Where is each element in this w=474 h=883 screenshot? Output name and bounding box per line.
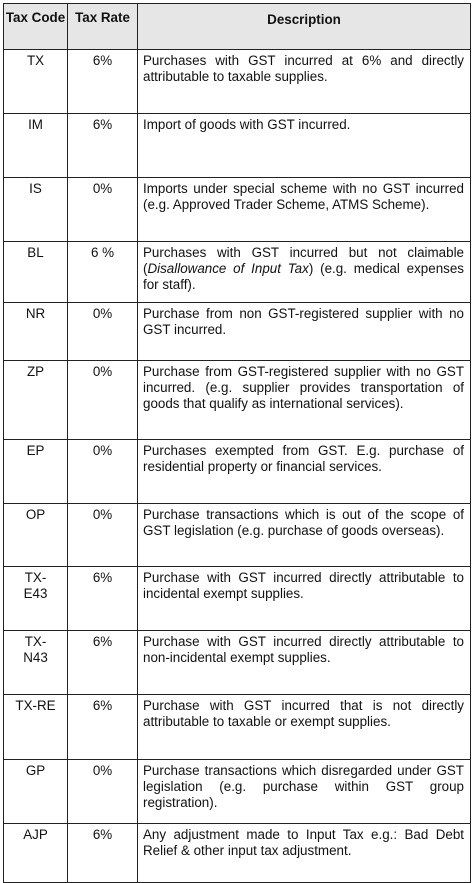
table-row — [4, 303, 471, 361]
description-cell: Purchases exempted from GST. E.g. purchase of residential property or financial services. — [138, 440, 471, 504]
tax-code-cell: EP — [4, 440, 68, 504]
table-row — [4, 242, 471, 303]
description-cell: Purchases with GST incurred at 6% and directly attributable to taxable supplies. — [138, 50, 471, 114]
description-cell: Purchase transactions which is out of the scope of GST legislation (e.g. purchase of goods overseas). — [138, 504, 471, 567]
tax-rate-cell: 0% — [68, 760, 138, 824]
table-row — [4, 50, 471, 114]
table-row — [4, 695, 471, 760]
table-row — [4, 567, 471, 631]
tax-code-cell: TX-RE — [4, 695, 68, 760]
tax-rate-cell: 0% — [68, 303, 138, 361]
description-cell: Purchase with GST incurred directly attributable to incidental exempt supplies. — [138, 567, 471, 631]
tax-rate-cell: 6% — [68, 695, 138, 760]
tax-code-cell: IM — [4, 114, 68, 178]
tax-rate-cell: 6% — [68, 114, 138, 178]
description-cell: Any adjustment made to Input Tax e.g.: Bad Debt Relief & other input tax adjustment. — [138, 824, 471, 883]
tax-rate-cell: 0% — [68, 504, 138, 567]
description-text: Purchases with GST incurred but not claimable ( — [143, 245, 464, 276]
tax-rate-cell: 6% — [68, 824, 138, 883]
tax-code-cell — [4, 631, 68, 695]
tax-code-cell: AJP — [4, 824, 68, 883]
tax-code-cell: TX — [4, 50, 68, 114]
tax-code-cell: OP — [4, 504, 68, 567]
tax-code-cell: BL — [4, 242, 68, 303]
tax-rate-cell: 6% — [68, 567, 138, 631]
table-header-row — [4, 4, 471, 50]
tax-rate-cell: 0% — [68, 440, 138, 504]
tax-code-cell: ZP — [4, 361, 68, 440]
table-row — [4, 440, 471, 504]
description-cell: Import of goods with GST incurred. — [138, 114, 471, 178]
description-text: ) (e.g. medical expenses for staff). — [143, 261, 464, 292]
description-emphasis: Disallowance of Input Tax — [147, 261, 309, 276]
table-row — [4, 178, 471, 242]
tax-code-table — [3, 3, 471, 883]
tax-code-line: TX- — [24, 634, 47, 649]
description-cell: Purchase with GST incurred directly attributable to non-incidental exempt supplies. — [138, 631, 471, 695]
tax-rate-cell: 0% — [68, 361, 138, 440]
tax-code-cell: IS — [4, 178, 68, 242]
header-description: Description — [138, 4, 471, 50]
tax-rate-cell: 6% — [68, 50, 138, 114]
description-cell: Purchase from non GST-registered supplier with no GST incurred. — [138, 303, 471, 361]
description-cell: Purchase transactions which disregarded under GST legislation (e.g. purchase within GST group registration). — [138, 760, 471, 824]
table-row — [4, 114, 471, 178]
tax-code-cell: NR — [4, 303, 68, 361]
description-cell — [138, 242, 471, 303]
tax-rate-cell: 6 % — [68, 242, 138, 303]
description-cell: Purchase with GST incurred that is not directly attributable to taxable or exempt supplies. — [138, 695, 471, 760]
tax-code-line: N43 — [23, 650, 48, 665]
tax-code-line: E43 — [23, 586, 48, 601]
tax-rate-cell: 0% — [68, 178, 138, 242]
header-tax-rate: Tax Rate — [68, 4, 138, 50]
description-cell: Purchase from GST-registered supplier with no GST incurred. (e.g. supplier provides transportation of goods that qualify as international services). — [138, 361, 471, 440]
table-row — [4, 824, 471, 883]
tax-code-cell: GP — [4, 760, 68, 824]
table-row — [4, 504, 471, 567]
table-row — [4, 631, 471, 695]
tax-rate-cell: 6% — [68, 631, 138, 695]
tax-code-line: TX- — [24, 570, 47, 585]
tax-code-cell — [4, 567, 68, 631]
description-cell: Imports under special scheme with no GST incurred (e.g. Approved Trader Scheme, ATMS Scheme). — [138, 178, 471, 242]
table-row — [4, 361, 471, 440]
header-tax-code: Tax Code — [4, 4, 68, 50]
